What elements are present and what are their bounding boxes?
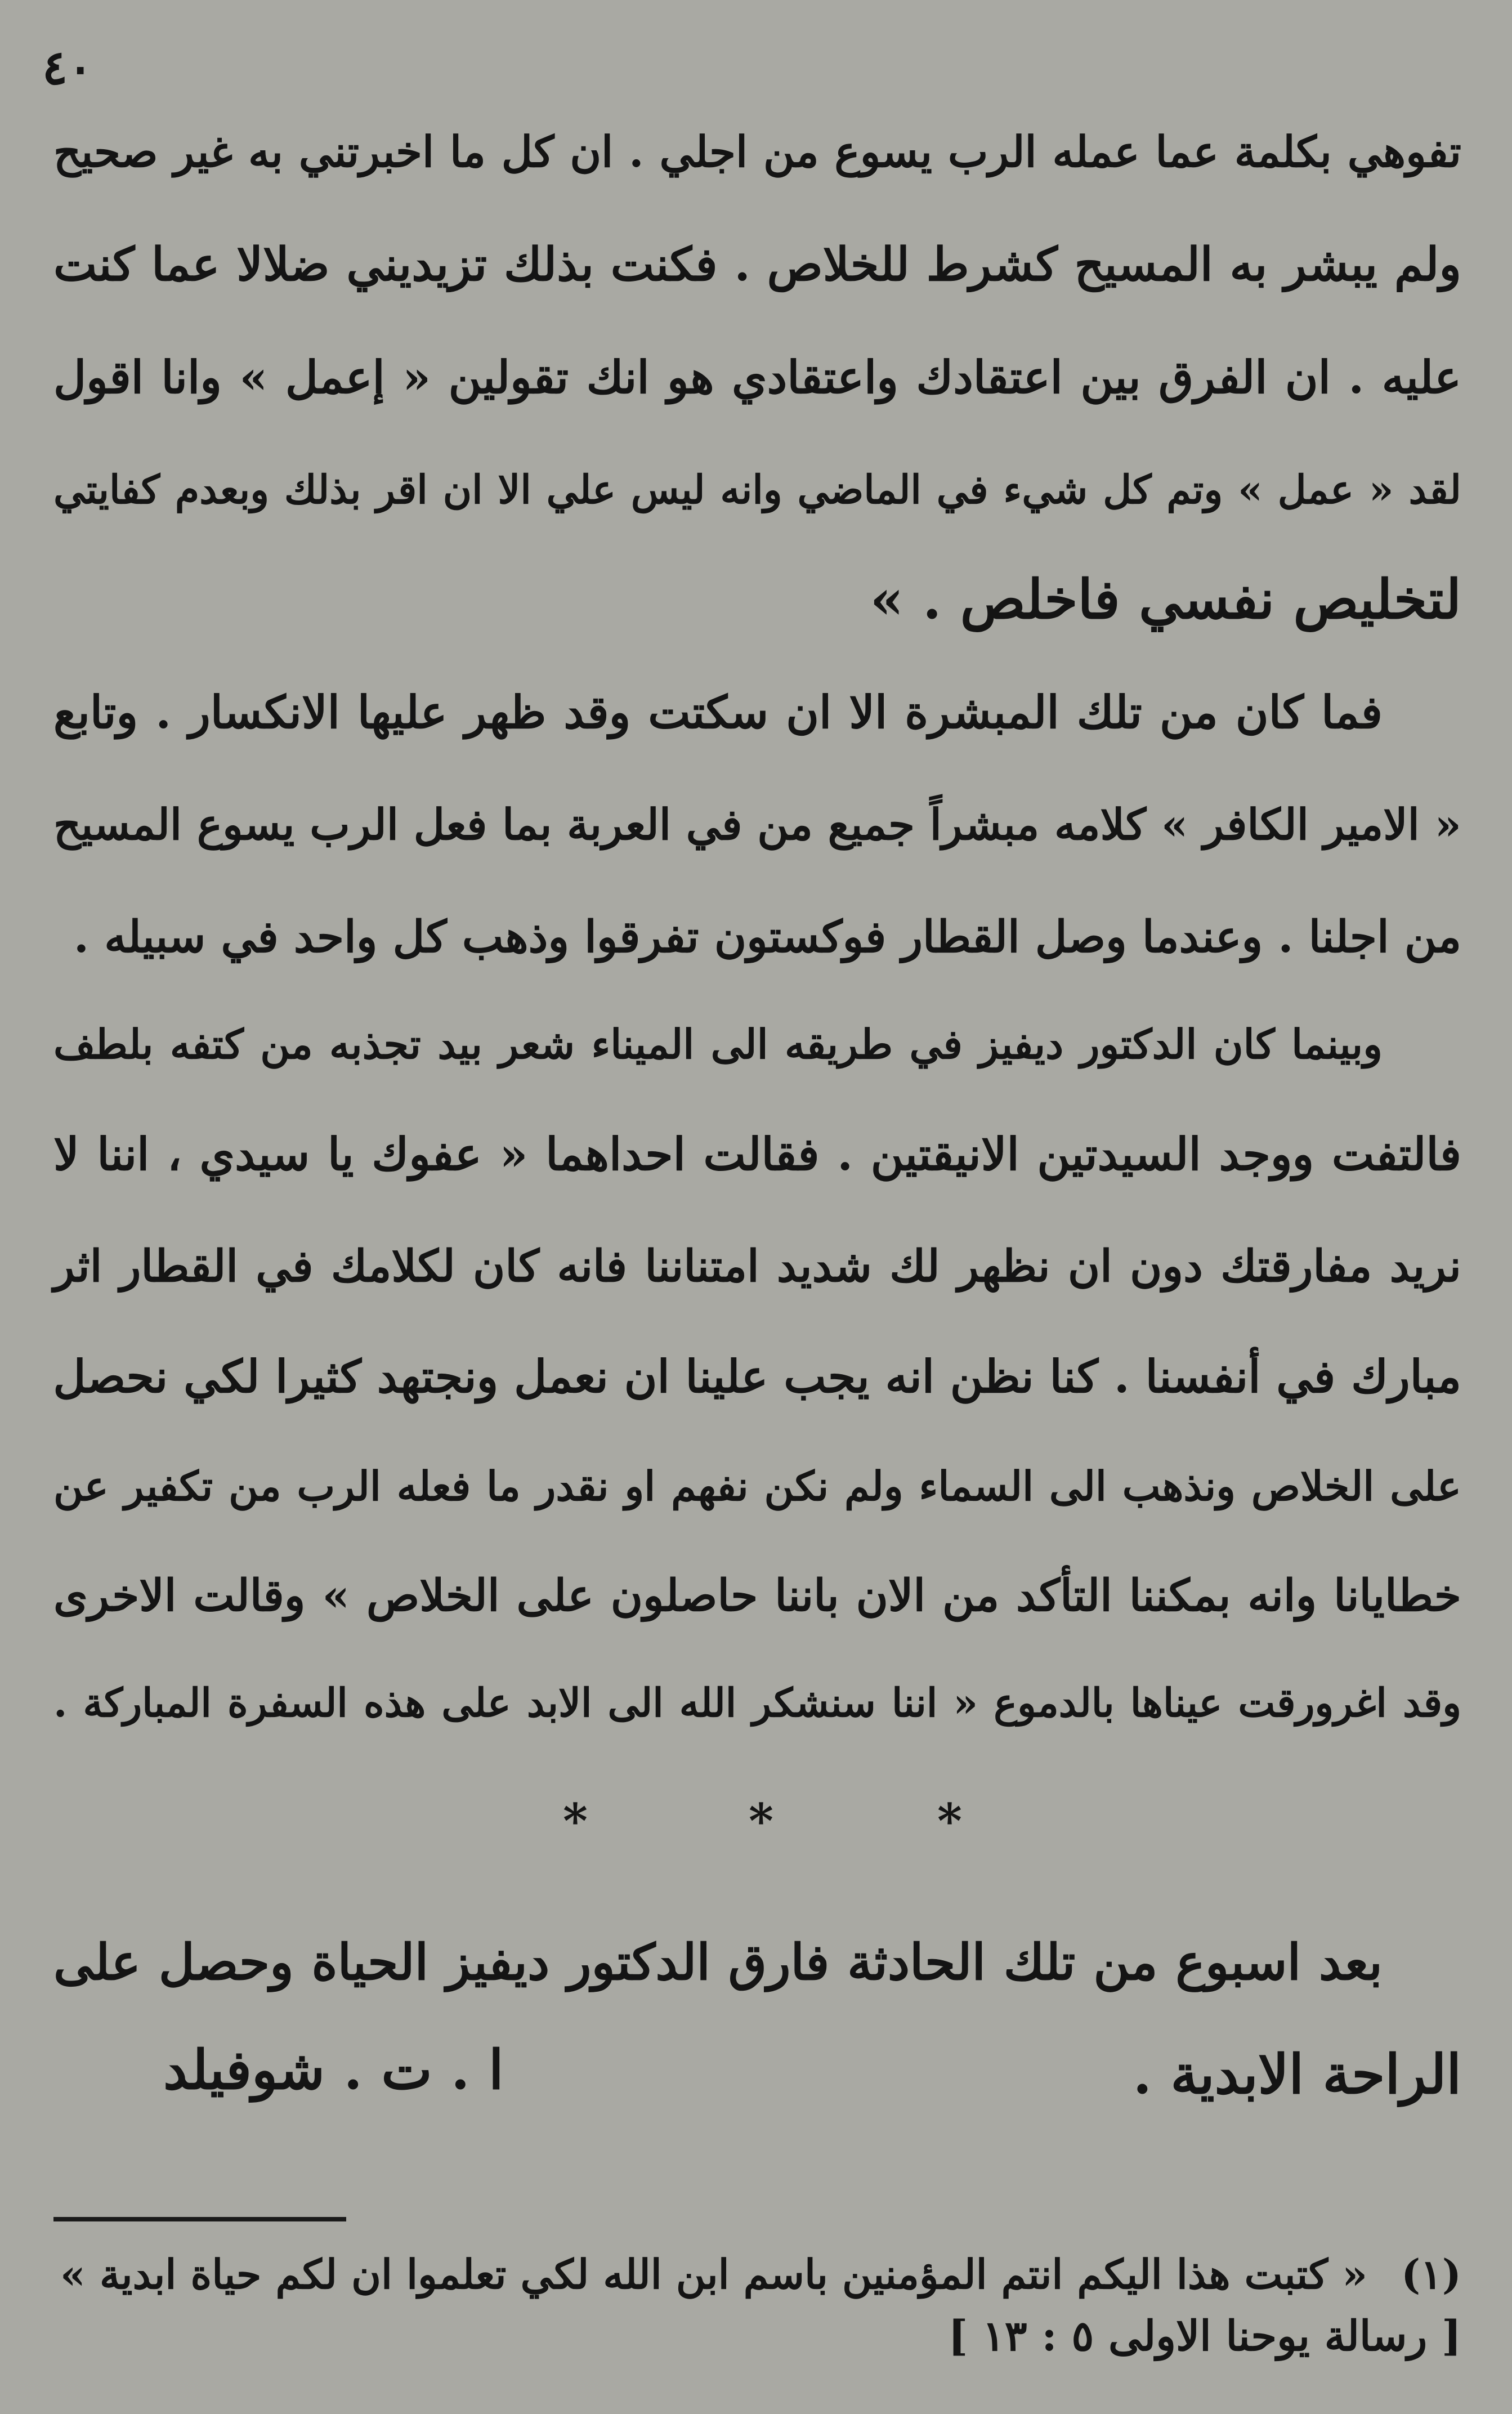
text-line: « الامير الكافر » كلامه مبشراً جميع من في العربة بما فعل الرب يسوع المسيح (53, 799, 1461, 850)
text-line: ولم يبشر به المسيح كشرط للخلاص . فكنت بذلك تزيديني ضلالا عما كنت (53, 238, 1461, 292)
author-signature: ا . ت . شوفيلد (163, 2038, 504, 2102)
text-line: خطايانا وانه بمكننا التأكد من الان باننا حاصلون على الخلاص » وقالت الاخرى (53, 1570, 1461, 1621)
separator-star: * (563, 1793, 588, 1849)
text-line: لقد « عمل » وتم كل شيء في الماضي وانه ليس علي الا ان اقر بذلك وبعدم كفايتي (53, 466, 1461, 513)
footnote-divider (53, 2217, 346, 2221)
text-line: تفوهي بكلمة عما عمله الرب يسوع من اجلي . ان كل ما اخبرتني به غير صحيح (53, 127, 1461, 177)
text-line: فما كان من تلك المبشرة الا ان سكتت وقد ظهر عليها الانكسار . وتابع (53, 686, 1383, 739)
page-number: ٤٠ (42, 39, 93, 95)
text-line: فالتفت ووجد السيدتين الانيقتين . فقالت احداهما « عفوك يا سيدي ، اننا لا (53, 1128, 1461, 1181)
text-line: عليه . ان الفرق بين اعتقادك واعتقادي هو انك تقولين « إعمل » وانا اقول (53, 351, 1461, 404)
text-line: بعد اسبوع من تلك الحادثة فارق الدكتور ديفيز الحياة وحصل على (53, 1933, 1383, 1991)
text-line: نريد مفارقتك دون ان نظهر لك شديد امتناننا فانه كان لكلامك في القطار اثر (53, 1241, 1461, 1292)
text-line: وقد اغرورقت عيناها بالدموع « اننا سنشكر الله الى الابد على هذه السفرة المباركة . (53, 1679, 1461, 1726)
separator-star: * (937, 1793, 962, 1849)
text-line: مبارك في أنفسنا . كنا نظن انه يجب علينا ان نعمل ونجتهد كثيرا لكي نحصل (53, 1350, 1461, 1403)
footnote-marker: (١) (1401, 2250, 1461, 2298)
text-line: وبينما كان الدكتور ديفيز في طريقه الى الميناء شعر بيد تجذبه من كتفه بلطف (53, 1020, 1383, 1068)
separator-star: * (749, 1793, 773, 1849)
footnote-text: « كتبت هذا اليكم انتم المؤمنين باسم ابن الله لكي تعلموا ان لكم حياة ابدية » (60, 2250, 1368, 2298)
text-line: لتخليص نفسي فاخلص . » (870, 567, 1461, 631)
text-line: على الخلاص ونذهب الى السماء ولم نكن نفهم او نقدر ما فعله الرب من تكفير عن (53, 1462, 1461, 1510)
text-line: الراحة الابدية . (1133, 2042, 1461, 2106)
text-line: من اجلنا . وعندما وصل القطار فوكستون تفرقوا وذهب كل واحد في سبيله . (73, 911, 1461, 963)
footnote-citation: [ رسالة يوحنا الاولى ٥ : ١٣ ] (948, 2312, 1461, 2361)
